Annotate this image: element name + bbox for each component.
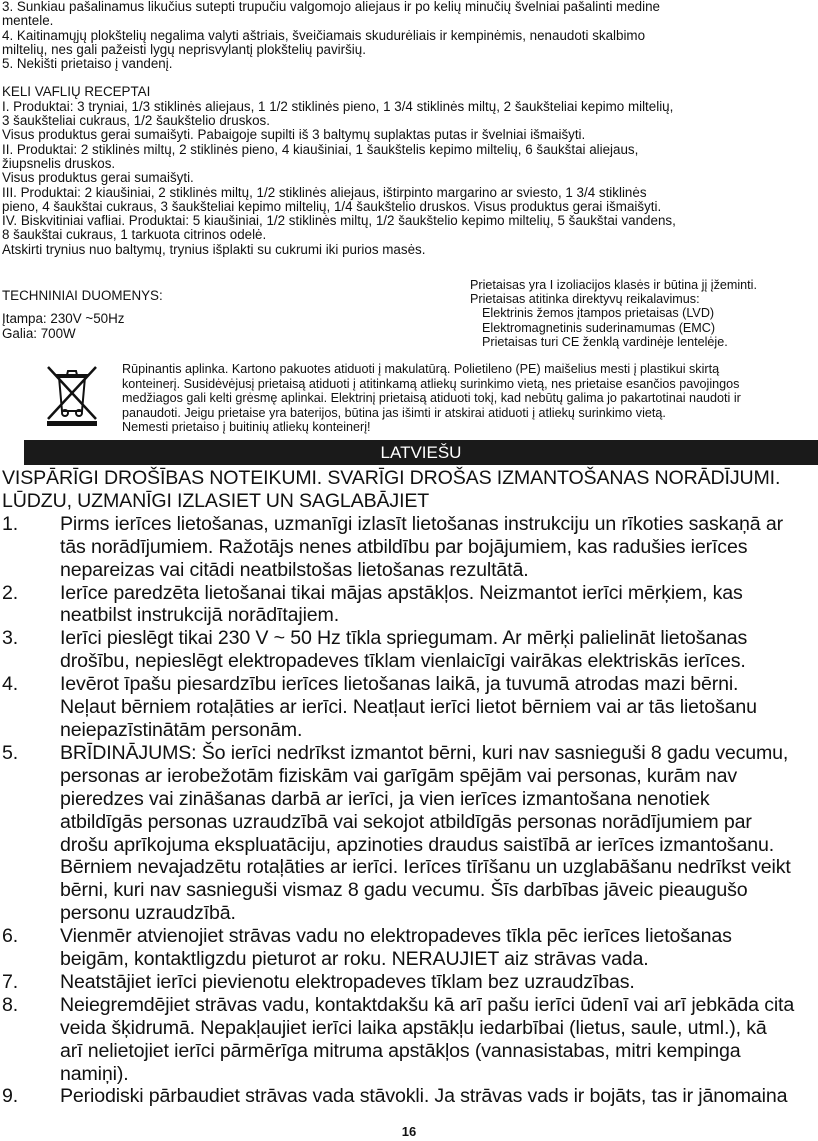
text-line: Atskirti trynius nuo baltymų, trynius išplakti su cukrumi iki purios masės. [2,241,426,257]
item-line: Ierīci pieslēgt tikai 230 V ~ 50 Hz tīkla spriegumam. Ar mērķi palielināt lietošanas [60,627,748,650]
item-line: Pirms ierīces lietošanas, uzmanīgi izlasīt lietošanas instrukciju un rīkoties saskaņā ar [60,512,783,535]
list-item [2,994,816,1086]
text-line: I. Produktai: 3 tryniai, 1/3 stiklinės aliejaus, 1 1/2 stiklinės pieno, 1 3/4 stiklinės miltų, 2 šaukšteliai kepimo miltelių, [2,98,674,114]
list-item [2,742,816,925]
item-line: Periodiski pārbaudiet strāvas vada stāvokli. Ja strāvas vads ir bojāts, tas ir jānomaina [60,1085,788,1108]
list-item [2,513,816,582]
item-number: 6. [2,925,19,948]
ce-item: Elektromagnetinis suderinamumas (EMC) [482,320,716,335]
technical-data-title: TECHNINIAI DUOMENYS: [2,288,163,303]
heading-line: LŪDZU, UZMANĪGI IZLASIET UN SAGLABĀJIET [2,489,430,512]
item-number: 5. [2,741,19,764]
item-line: tās norādījumiem. Ražotājs nenes atbildību par bojājumiem, kas radušies ierīces [60,535,748,558]
item-line: pieredzes vai zināšanas darbā ar ierīci, ja vien ierīces izmantošana nenotiek [60,787,710,810]
recipes-heading: KELI VAFLIŲ RECEPTAI [2,84,151,100]
list-item [2,1085,816,1108]
item-line: personu uzraudzībā. [60,902,236,925]
text-line: 8 šaukštai cukraus, 1 tarkuota citrinos odelė. [2,227,267,243]
item-line: Neatstājiet ierīci pievienotu elektropadeves tīklam bez uzraudzības. [60,970,635,993]
list-item [2,673,816,742]
item-number: 7. [2,970,19,993]
item-line: drošību, nepieslēgt elektropadeves tīklam vienlaicīgi vairākas elektriskās ierīces. [60,650,746,673]
crossed-bin-icon [45,365,99,427]
page-number: 16 [401,1124,417,1139]
item-line: Vienmēr atvienojiet strāvas vadu no elektropadeves tīkla pēc ierīces lietošanas [60,925,732,948]
text-line: medžiagos gali kelti grėsmę aplinkai. Elektrinį prietaisą atiduoti tokį, kad nebūtų galima jo pakartotinai naudoti ir [122,391,741,406]
item-line: neatbilst instrukcijā norādītajiem. [60,604,339,627]
heading-line: VISPĀRĪGI DROŠĪBAS NOTEIKUMI. SVARĪGI DROŠAS IZMANTOŠANAS NORĀDĪJUMI. [2,467,781,489]
item-number: 9. [2,1085,19,1108]
item-line: Neļaut bērniem rotaļāties ar ierīci. Neatļaut ierīci lietot bērniem vai ar tās lietošanu [60,696,757,719]
text-line: pieno, 4 šaukštai cukraus, 3 šaukšteliai kepimo miltelių, 1/4 šaukštelio druskos. Visus produktus gerai išmaišyti. [2,198,662,214]
language-section-header: LATVIEŠU [24,440,818,465]
text-line: miltelių, nes gali pažeisti lygų neprisvylantį plokštelių paviršių. [2,41,366,57]
text-line: žiupsnelis druskos. [2,155,116,171]
text-line: III. Produktai: 2 kiaušiniai, 2 stiklinės miltų, 1/2 stiklinės aliejaus, ištirpinto margarino ar sviesto, 1 3/4 stiklinės [2,184,647,200]
item-number: 1. [2,512,19,535]
safety-list [2,513,816,1109]
item-number: 4. [2,673,19,696]
item-line: personas ar ierobežotām fiziskām vai garīgām spējām vai personas, kurām nav [60,764,738,787]
lt-care-and-recipes [2,0,814,257]
item-number: 8. [2,993,19,1016]
text-line: konteinerį. Susidėvėjusį prietaisą atiduoti į atitinkamą atliekų surinkimo vietą, nes prietaise esančios pavojingos [122,376,740,391]
text-line: 4. Kaitinamųjų plokštelių negalima valyti aštriais, šveičiamais skudurėliais ir kempinėmis, nenaudoti skalbimo [2,27,646,43]
ce-line: Prietaisas atitinka direktyvų reikalavimus: [470,292,700,307]
ce-compliance [470,278,757,349]
ce-item: Prietaisas turi CE ženklą vardinėje lentelėje. [482,334,728,349]
text-line: Visus produktus gerai sumaišyti. Pabaigoje supilti iš 3 baltymų suplaktas putas ir švelniai išmaišyti. [2,127,586,143]
item-line: arī nelietojiet ierīci pārmērīga mitruma apstākļos (vannasistabas, mitri kempinga [60,1039,741,1062]
item-line: atbildīgās personas uzraudzībā vai sekojot atbildīgās personas norādījumiem par [60,810,752,833]
item-line: Neiegremdējiet strāvas vadu, kontaktdakšu kā arī pašu ierīci ūdenī vai arī jebkāda cita [60,993,795,1016]
voltage-spec: Įtampa: 230V ~50Hz [2,310,125,326]
item-line: namiņi). [60,1062,129,1085]
text-line: IV. Biskvitiniai vafliai. Produktai: 5 kiaušiniai, 1/2 stiklinės miltų, 1/2 šaukštelio kepimo miltelių, 5 šaukštai vandens, [2,213,676,229]
item-line: Bērniem nevajadzētu rotaļāties ar ierīci. Ierīces tīrīšanu un uzglabāšanu nedrīkst veikt [60,856,791,879]
text-line: mentele. [2,13,54,29]
list-item [2,971,816,994]
item-line: nepareizas vai citādi neatbilstošas lietošanas rezultātā. [60,558,529,581]
text-line: panaudoti. Jeigu prietaise yra baterijos, būtina jas išimti ir atskirai atiduoti į atliekų surinkimo vietą. [122,405,666,420]
list-item [2,627,816,673]
text-line: 3 šaukšteliai cukraus, 1/2 šaukštelio druskos. [2,113,270,129]
ce-item: Elektrinis žemos įtampos prietaisas (LVD) [482,306,715,321]
safety-heading [2,467,816,513]
item-line: Ierīce paredzēta lietošanai tikai mājas apstākļos. Neizmantot ierīci mērķiem, kas [60,581,743,604]
item-line: drošu aprīkojuma ekspluatāciju, apzinoties draudus saistībā ar ierīces izmantošanu. [60,833,774,856]
latvian-safety-instructions [2,467,816,1108]
text-line: 5. Nekišti prietaiso į vandenį. [2,56,173,72]
list-item [2,582,816,628]
text-line: Rūpinantis aplinka. Kartono pakuotes atiduoti į makulatūrą. Polietileno (PE) maišelius mesti į plastikui skirtą [122,362,720,376]
text-line: II. Produktai: 2 stiklinės miltų, 2 stiklinės pieno, 4 kiaušiniai, 1 šaukštelis kepimo miltelių, 6 šaukštai aliejaus, [2,141,639,157]
item-number: 2. [2,581,19,604]
item-line: beigām, kontaktligzdu pieturot ar roku. NERAUJIET aiz strāvas vada. [60,948,649,971]
text-line: Visus produktus gerai sumaišyti. [2,170,194,186]
item-number: 3. [2,627,19,650]
item-line: veida šķidrumā. Nepakļaujiet ierīci laika apstākļu iedarbībai (lietus, saule, utml.), kā [60,1016,767,1039]
item-line: bērni, kuri nav sasnieguši vismaz 8 gadu vecumu. Šīs darbības jāveic pieaugušo [60,879,748,902]
item-line: Ievērot īpašu piesardzību ierīces lietošanas laikā, ja tuvumā atrodas mazi bērni. [60,673,739,696]
environment-notice [122,362,812,435]
item-line: BRĪDINĀJUMS: Šo ierīci nedrīkst izmantot bērni, kuri nav sasnieguši 8 gadu vecumu, [60,741,789,764]
text-line: 3. Sunkiau pašalinamus likučius sutepti trupučiu valgomojo aliejaus ir po kelių minučių švelniai pašalinti medine [2,0,660,14]
power-spec: Galia: 700W [2,326,76,341]
technical-data [2,288,163,342]
list-item [2,925,816,971]
item-line: neiepazīstinātām personām. [60,718,303,741]
ce-line: Prietaisas yra I izoliacijos klasės ir būtina jį įžeminti. [470,278,757,292]
text-line: Nemesti prietaiso į buitinių atliekų konteinerį! [122,420,371,435]
